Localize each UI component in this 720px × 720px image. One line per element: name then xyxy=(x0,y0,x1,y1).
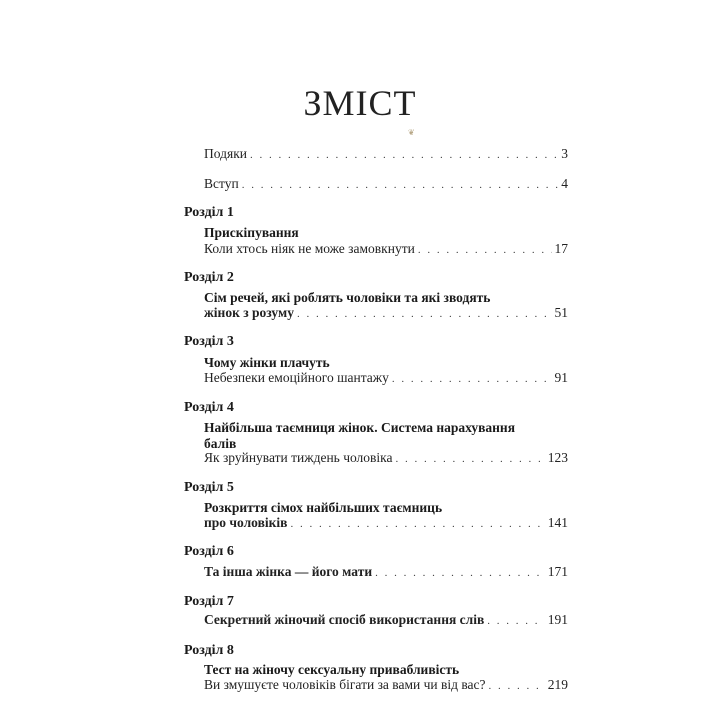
toc-entry-page: 191 xyxy=(547,612,568,627)
dot-leader xyxy=(418,244,552,256)
toc-entry-chapter-8[interactable] xyxy=(204,677,568,693)
toc-entry-label: Небезпеки емоційного шантажу xyxy=(204,370,389,385)
chapter-title[interactable]: Розкриття сімох найбільших таємниць xyxy=(204,500,443,515)
dot-leader xyxy=(242,179,559,191)
chapter-heading: Розділ 7 xyxy=(184,594,234,609)
toc-entry-label: Коли хтось ніяк не може замовкнути xyxy=(204,241,415,256)
toc-entry-chapter-6[interactable] xyxy=(204,564,568,580)
chapter-title[interactable]: Найбільша таємниця жінок. Система нарахування xyxy=(204,420,515,435)
toc-entry-label: Ви змушуєте чоловіків бігати за вами чи від вас? xyxy=(204,677,486,692)
toc-entry-label: Вступ xyxy=(204,176,239,191)
dot-leader xyxy=(487,615,544,627)
toc-entry-label: Як зруйнувати тиждень чоловіка xyxy=(204,450,393,465)
chapter-heading: Розділ 6 xyxy=(184,544,234,559)
toc-entry-page: 17 xyxy=(554,241,568,256)
toc-entry-page: 4 xyxy=(561,176,568,191)
toc-entry-acknowledgements[interactable] xyxy=(204,146,568,162)
toc-entry-introduction[interactable] xyxy=(204,176,568,192)
toc-entry-label: Секретний жіночий спосіб використання слів xyxy=(204,612,485,627)
toc-entry-page: 171 xyxy=(547,564,568,579)
toc-entry-page: 91 xyxy=(554,370,568,385)
dot-leader xyxy=(396,453,545,465)
toc-entry-chapter-4[interactable] xyxy=(204,450,568,466)
toc-entry-page: 141 xyxy=(547,515,568,530)
dot-leader xyxy=(375,567,545,579)
dot-leader xyxy=(290,518,544,530)
chapter-heading: Розділ 8 xyxy=(184,643,234,658)
toc-entry-chapter-1[interactable] xyxy=(204,241,568,257)
toc-entry-label: Та інша жінка — його мати xyxy=(204,564,373,579)
chapter-heading: Розділ 5 xyxy=(184,480,234,495)
chapter-heading: Розділ 1 xyxy=(184,205,234,220)
toc-entry-chapter-3[interactable] xyxy=(204,370,568,386)
dot-leader xyxy=(297,308,552,320)
page-title: ЗМІСТ xyxy=(303,83,417,123)
chapter-heading: Розділ 3 xyxy=(184,334,234,349)
toc-entry-page: 3 xyxy=(561,146,568,161)
toc-entry-page: 51 xyxy=(554,305,568,320)
toc-entry-page: 123 xyxy=(547,450,568,465)
chapter-heading: Розділ 2 xyxy=(184,270,234,285)
chapter-title[interactable]: Сім речей, які роблять чоловіки та які зводять xyxy=(204,290,491,305)
toc-entry-page: 219 xyxy=(547,677,568,692)
dot-leader xyxy=(250,149,558,161)
toc-entry-chapter-2[interactable] xyxy=(204,305,568,321)
chapter-title[interactable]: Тест на жіночу сексуальну привабливість xyxy=(204,662,460,677)
toc-entry-label: про чоловіків xyxy=(204,515,288,530)
chapter-title-continued[interactable]: балів xyxy=(204,436,237,451)
toc-entry-chapter-7[interactable] xyxy=(204,612,568,628)
chapter-title[interactable]: Чому жінки плачуть xyxy=(204,355,330,370)
ornament-mark: ❦ xyxy=(408,128,415,137)
toc-entry-label: Подяки xyxy=(204,146,247,161)
chapter-heading: Розділ 4 xyxy=(184,400,234,415)
chapter-title[interactable]: Прискіпування xyxy=(204,225,299,240)
toc-entry-chapter-5[interactable] xyxy=(204,515,568,531)
dot-leader xyxy=(489,680,545,692)
toc-entry-label: жінок з розуму xyxy=(204,305,294,320)
dot-leader xyxy=(392,373,552,385)
